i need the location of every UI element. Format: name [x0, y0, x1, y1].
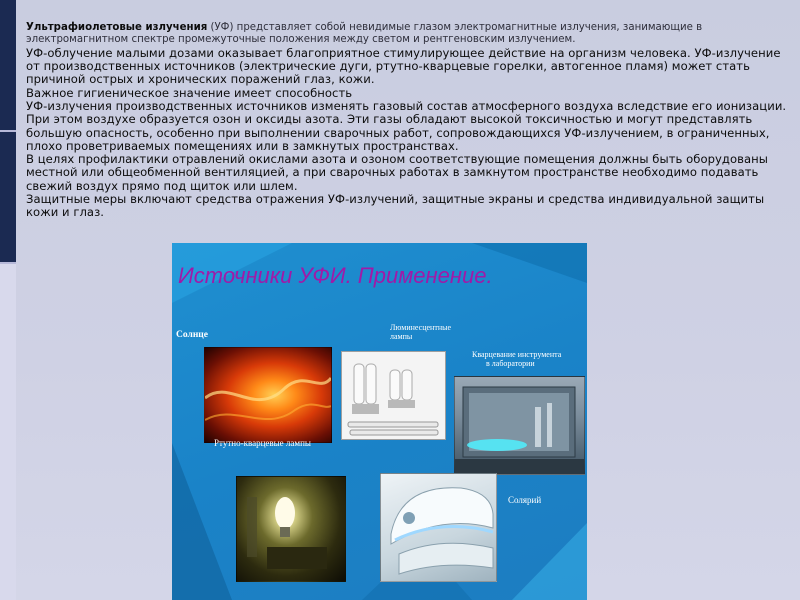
lead-paragraph: [26, 22, 792, 47]
label-quartz-line1: Кварцевание инструмента: [472, 350, 562, 359]
lab-cabinet-graphic: [455, 377, 584, 474]
paragraph-protection: Защитные меры включают средства отражения УФ-излучений, защитные экраны и средства индивидуальной защиты кожи и глаз.: [26, 192, 765, 220]
solarium-graphic: [381, 474, 496, 581]
label-fluorescent-line1: Люминесцентные: [390, 323, 452, 332]
solarium-photo: [380, 473, 497, 582]
label-fluorescent-lamps: [390, 323, 451, 341]
left-stripe-bottom: [0, 264, 16, 600]
label-solarium: Солярий: [508, 495, 542, 505]
lamps-graphic: [342, 352, 445, 439]
left-stripe-top: [0, 0, 16, 130]
text-block: [26, 22, 792, 220]
sun-flare-graphic: [205, 348, 331, 442]
label-quartz-instruments: [472, 350, 561, 368]
label-mercury-lamps: Ртутно-кварцевые лампы: [214, 438, 311, 448]
label-fluorescent-line2: лампы: [390, 332, 413, 341]
left-stripe-middle: [0, 132, 16, 262]
fluorescent-lamps-photo: [341, 351, 446, 440]
uv-sources-slide: [172, 243, 587, 600]
paragraph-gas-composition: УФ-излучения производственных источников изменять газовый состав атмосферного воздуха вследствие его ионизации. При этом воздухе образуется озон и оксиды азота. Эти газы обладают высокой токсичностью и могут представлять большую опасность, особенно при выполнении сварочных работ, сопровождающихся УФ-излучением, в ограниченных, плохо проветриваемых помещениях или в замкнутых пространствах.: [26, 99, 787, 153]
bulb-graphic: [237, 477, 345, 581]
paragraph-uv-effects: УФ-облучение малыми дозами оказывает благоприятное стимулирующее действие на организм человека. УФ-излучение от производственных источников (электрические дуги, ртутно-кварцевые горелки, автогенное пламя) может стать причиной острых и хронических поражений глаз, кожи.: [26, 45, 781, 87]
paragraph-hygienic: Важное гигиеническое значение имеет способность: [26, 85, 353, 100]
lab-quartz-photo: [454, 376, 585, 475]
paragraph-ventilation: В целях профилактики отравлений окислами азота и озоном соответствующие помещения должны быть оборудованы местной или общеобменной вентиляцией, а при сварочных работах в замкнутом пространстве необходимо подавать свежий воздух прямо под щиток или шлем.: [26, 152, 769, 193]
slide-title: Источники УФИ. Применение.: [178, 263, 493, 288]
sun-photo: [204, 347, 332, 443]
mercury-lamp-photo: [236, 476, 346, 582]
left-decorative-band: [0, 0, 16, 600]
lead-term: Ультрафиолетовые излучения: [26, 22, 208, 33]
label-quartz-line2: в лаборатории: [486, 359, 535, 368]
lead-definition: (УФ) представляет собой невидимые глазом электромагнитные излучения, занимающие в электромагнитном спектре промежуточные положения между светом и рентгеновским излучением.: [26, 22, 703, 46]
label-sun: Солнце: [176, 330, 208, 340]
